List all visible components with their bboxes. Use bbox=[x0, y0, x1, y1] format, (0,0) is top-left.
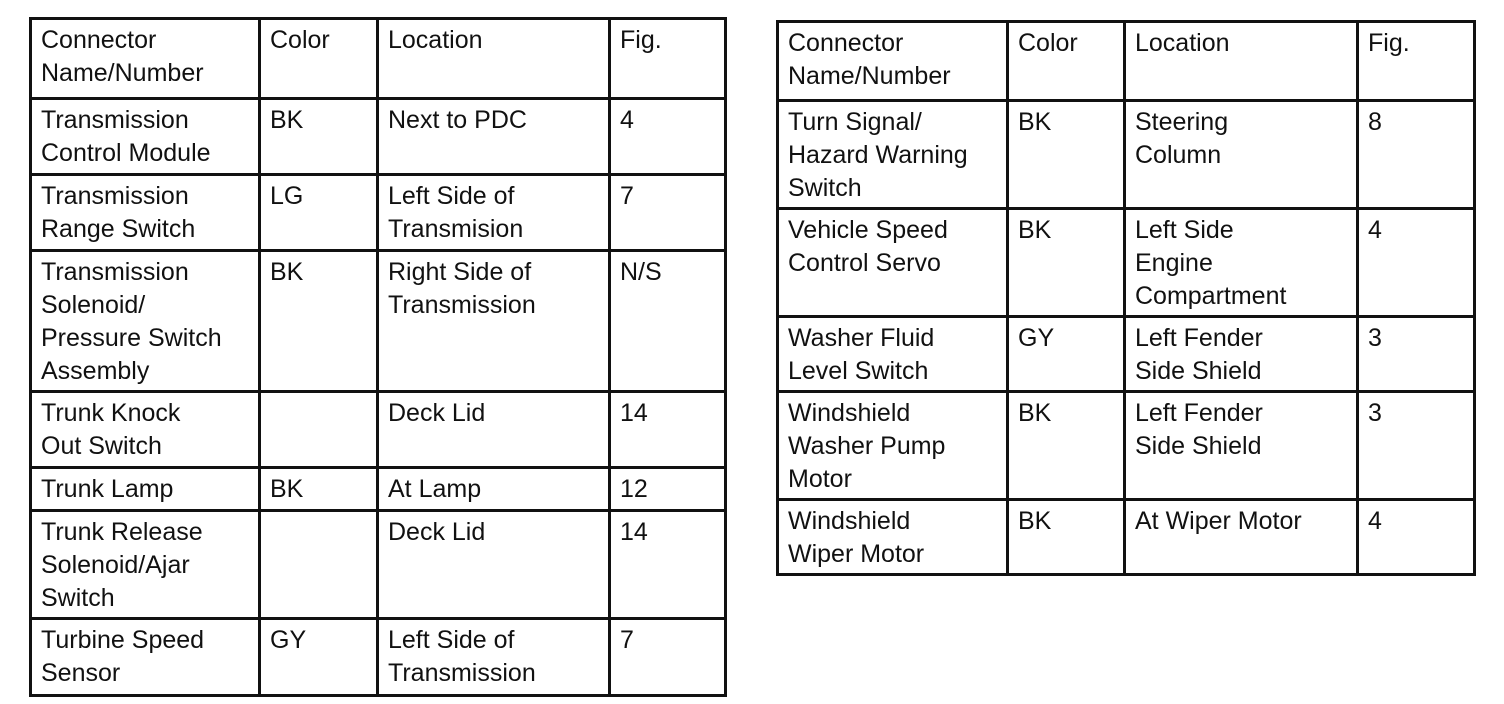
color-cell: GY bbox=[1008, 317, 1125, 392]
connector-name-cell: Windshield Wiper Motor bbox=[778, 500, 1008, 575]
fig-cell: 7 bbox=[610, 619, 726, 696]
location-cell: Right Side of Transmission bbox=[378, 251, 610, 392]
header-row bbox=[31, 19, 726, 99]
connector-name-cell: Windshield Washer Pump Motor bbox=[778, 392, 1008, 500]
column-header: Connector Name/Number bbox=[778, 22, 1008, 101]
table-row bbox=[31, 392, 726, 468]
table-row bbox=[778, 317, 1475, 392]
table-row bbox=[778, 101, 1475, 209]
color-cell: BK bbox=[1008, 392, 1125, 500]
fig-cell: N/S bbox=[610, 251, 726, 392]
location-cell: Steering Column bbox=[1125, 101, 1358, 209]
connector-name-cell: Transmission Solenoid/ Pressure Switch Assembly bbox=[31, 251, 260, 392]
fig-cell: 3 bbox=[1358, 392, 1475, 500]
column-header: Fig. bbox=[1358, 22, 1475, 101]
color-cell: BK bbox=[1008, 101, 1125, 209]
table-row bbox=[31, 468, 726, 511]
table-row bbox=[31, 99, 726, 175]
table-row bbox=[31, 175, 726, 251]
column-header: Location bbox=[378, 19, 610, 99]
column-header: Connector Name/Number bbox=[31, 19, 260, 99]
location-cell: Next to PDC bbox=[378, 99, 610, 175]
connector-name-cell: Trunk Release Solenoid/Ajar Switch bbox=[31, 511, 260, 619]
fig-cell: 4 bbox=[1358, 500, 1475, 575]
connector-name-cell: Washer Fluid Level Switch bbox=[778, 317, 1008, 392]
fig-cell: 7 bbox=[610, 175, 726, 251]
location-cell: Left Side of Transmision bbox=[378, 175, 610, 251]
color-cell bbox=[260, 392, 378, 468]
table-row bbox=[31, 511, 726, 619]
table-row bbox=[31, 619, 726, 696]
location-cell: Deck Lid bbox=[378, 511, 610, 619]
connector-name-cell: Transmission Range Switch bbox=[31, 175, 260, 251]
connector-name-cell: Turbine Speed Sensor bbox=[31, 619, 260, 696]
fig-cell: 14 bbox=[610, 392, 726, 468]
color-cell: BK bbox=[1008, 500, 1125, 575]
connector-table-right bbox=[776, 20, 1476, 576]
location-cell: At Wiper Motor bbox=[1125, 500, 1358, 575]
column-header: Location bbox=[1125, 22, 1358, 101]
location-cell: Left Fender Side Shield bbox=[1125, 317, 1358, 392]
color-cell: BK bbox=[1008, 209, 1125, 317]
location-cell: Deck Lid bbox=[378, 392, 610, 468]
fig-cell: 8 bbox=[1358, 101, 1475, 209]
location-cell: Left Fender Side Shield bbox=[1125, 392, 1358, 500]
color-cell: BK bbox=[260, 99, 378, 175]
connector-name-cell: Vehicle Speed Control Servo bbox=[778, 209, 1008, 317]
color-cell: GY bbox=[260, 619, 378, 696]
fig-cell: 12 bbox=[610, 468, 726, 511]
fig-cell: 4 bbox=[1358, 209, 1475, 317]
connector-table-body bbox=[778, 22, 1475, 575]
table-row bbox=[31, 251, 726, 392]
column-header: Fig. bbox=[610, 19, 726, 99]
connector-name-cell: Transmission Control Module bbox=[31, 99, 260, 175]
column-header: Color bbox=[1008, 22, 1125, 101]
location-cell: At Lamp bbox=[378, 468, 610, 511]
fig-cell: 14 bbox=[610, 511, 726, 619]
fig-cell: 3 bbox=[1358, 317, 1475, 392]
connector-name-cell: Trunk Lamp bbox=[31, 468, 260, 511]
connector-table-left bbox=[29, 17, 727, 697]
connector-name-cell: Trunk Knock Out Switch bbox=[31, 392, 260, 468]
location-cell: Left Side of Transmission bbox=[378, 619, 610, 696]
connector-name-cell: Turn Signal/ Hazard Warning Switch bbox=[778, 101, 1008, 209]
fig-cell: 4 bbox=[610, 99, 726, 175]
color-cell: BK bbox=[260, 251, 378, 392]
table-row bbox=[778, 392, 1475, 500]
location-cell: Left Side Engine Compartment bbox=[1125, 209, 1358, 317]
table-row bbox=[778, 209, 1475, 317]
connector-table-body bbox=[31, 19, 726, 696]
column-header: Color bbox=[260, 19, 378, 99]
color-cell: LG bbox=[260, 175, 378, 251]
header-row bbox=[778, 22, 1475, 101]
table-row bbox=[778, 500, 1475, 575]
color-cell bbox=[260, 511, 378, 619]
color-cell: BK bbox=[260, 468, 378, 511]
